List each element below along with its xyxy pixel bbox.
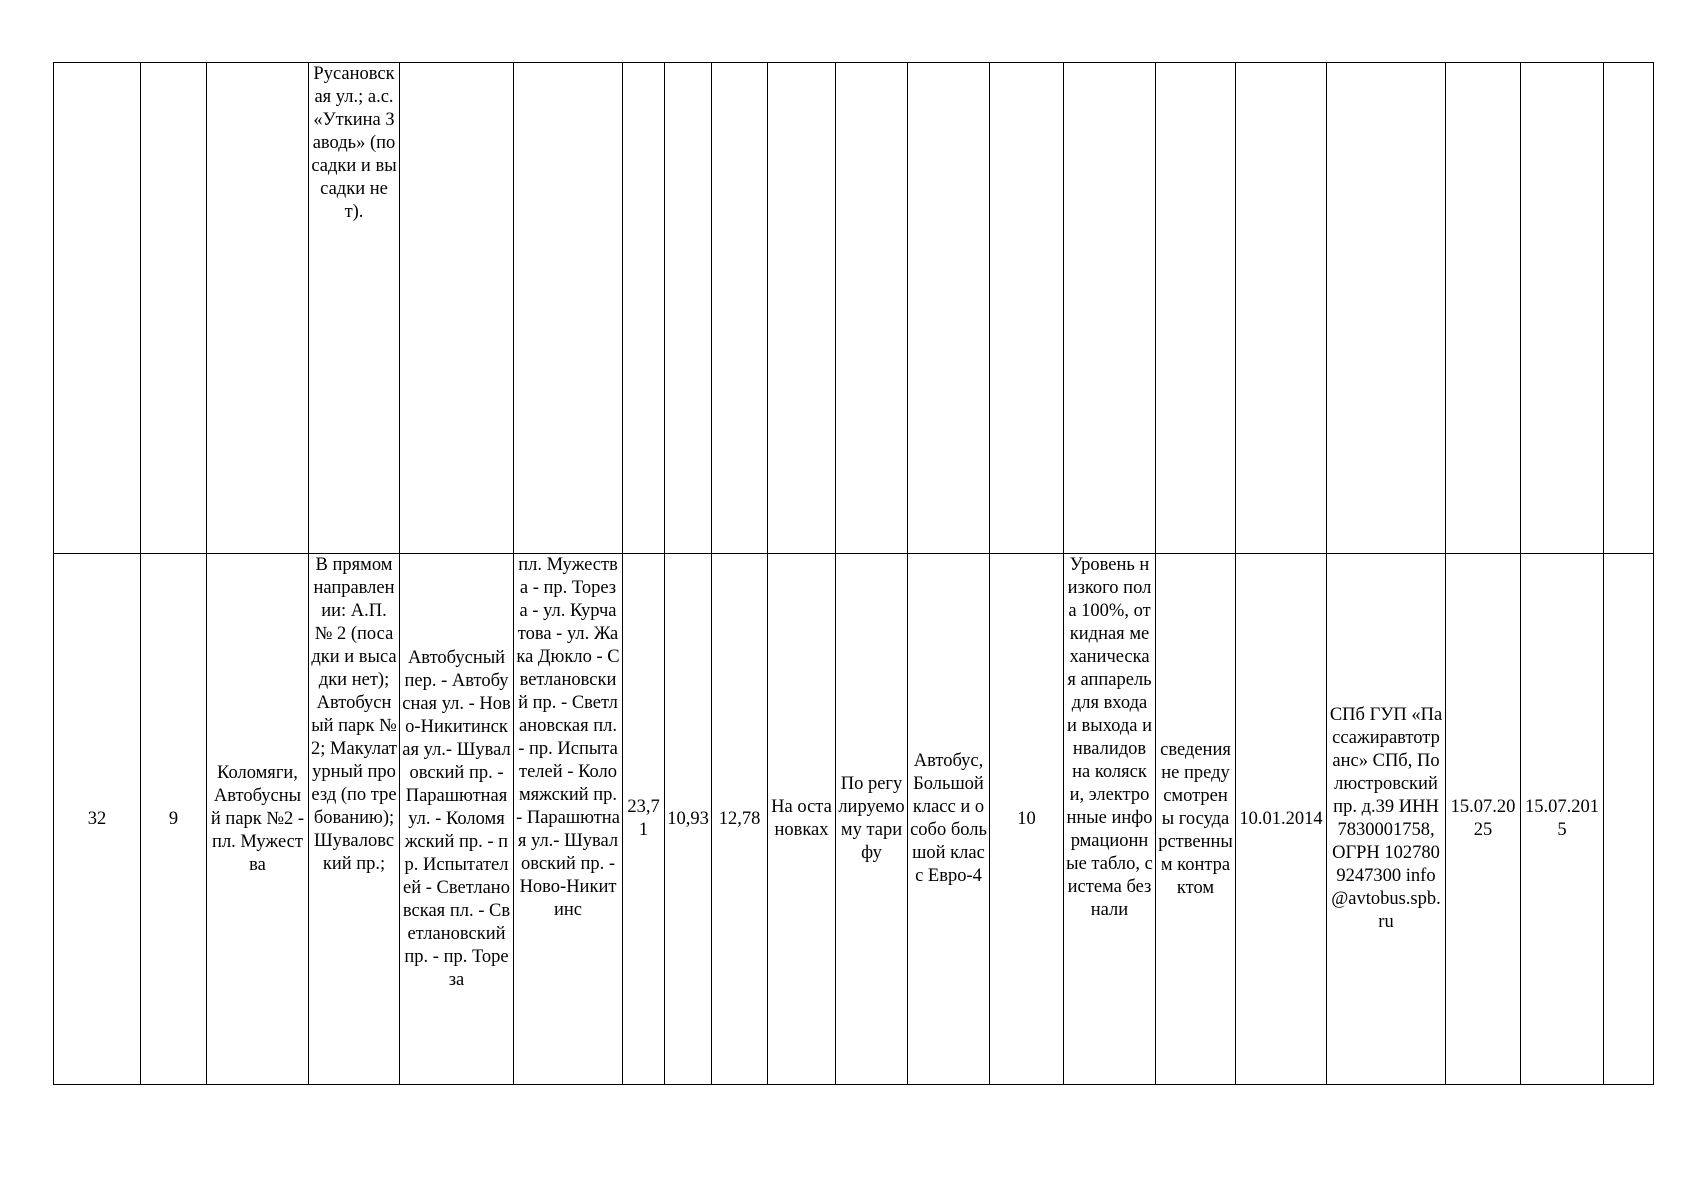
cell-empty	[768, 63, 836, 554]
cell-empty	[514, 63, 623, 554]
cell-empty	[1156, 63, 1236, 554]
cell-empty	[54, 63, 141, 554]
last-cell	[1604, 554, 1654, 1085]
stops-continuation-cell	[309, 63, 400, 554]
streets-forward: Автобусный пер. - Автобусная ул. - Ново-Никитинская ул.- Шуваловский пр. - Парашютная ул. - Коломяжский пр. - пр. Испытателей - Светлановская пл. - Светлановский пр. - пр. Тореза	[402, 647, 511, 990]
cell-empty	[623, 63, 665, 554]
route-name-cell	[207, 554, 309, 1085]
cell-empty	[207, 63, 309, 554]
vehicle-count-cell	[990, 554, 1064, 1085]
cell-empty	[1604, 63, 1654, 554]
date-2-cell	[1446, 554, 1521, 1085]
stops-continuation-text: Русановская ул.; а.с. «Уткина Заводь» (посадки и высадки нет).	[311, 64, 397, 222]
route-row	[54, 554, 1654, 1085]
cell-empty	[400, 63, 514, 554]
stops-list: В прямом направлении: А.П. № 2 (посадки и высадки нет); Автобусный парк № 2; Макулатурный проезд (по требованию); Шуваловский пр.;	[311, 555, 397, 874]
fare-type: По регулируемому тарифу	[838, 774, 905, 863]
cell-empty	[141, 63, 207, 554]
continuation-row	[54, 63, 1654, 554]
streets-reverse: пл. Мужества - пр. Тореза - ул. Курчатова - ул. Жака Дюкло - Светлановский пр. - Светлановская пл. - пр. Испытателей - Коломяжский пр. - Парашютная ул.- Шуваловский пр. - Ново-Никитинс	[516, 555, 620, 920]
date-3: 15.07.2015	[1525, 797, 1599, 840]
length-forward: 23,71	[627, 797, 660, 840]
length-third: 12,78	[718, 808, 761, 829]
route-number-cell	[141, 554, 207, 1085]
contract-info: сведения не предусмотрены государственным контрактом	[1158, 739, 1233, 898]
cell-empty	[1446, 63, 1521, 554]
cell-empty	[990, 63, 1064, 554]
route-number: 9	[168, 808, 179, 829]
date-3-cell	[1521, 554, 1604, 1085]
length-forward-cell	[623, 554, 665, 1085]
length-reverse-cell	[665, 554, 712, 1085]
carrier-info: СПб ГУП «Пассажиравтотранс» СПб, Полюстровский пр. д.39 ИНН 7830001758, ОГРН 1027809247300 info@avtobus.spb.ru	[1329, 705, 1443, 932]
boarding-procedure-cell	[768, 554, 836, 1085]
vehicle-features-cell	[1064, 554, 1156, 1085]
cell-empty	[908, 63, 990, 554]
vehicle-features: Уровень низкого пола 100%, откидная механическая аппарель для входа и выхода инвалидов на коляски, электронные информационные табло, система безнали	[1066, 555, 1153, 920]
date-2: 15.07.2025	[1450, 797, 1516, 840]
start-date: 10.01.2014	[1239, 808, 1323, 829]
contract-info-cell	[1156, 554, 1236, 1085]
fare-type-cell	[836, 554, 908, 1085]
length-reverse: 10,93	[667, 808, 709, 829]
cell-empty	[1236, 63, 1327, 554]
vehicle-type: Автобус, Большой класс и особо большой класс Евро-4	[910, 751, 987, 886]
boarding-procedure: На остановках	[771, 797, 832, 840]
registry-number-cell	[54, 554, 141, 1085]
vehicle-count: 10	[1017, 808, 1036, 829]
stops-cell	[309, 554, 400, 1085]
cell-empty	[836, 63, 908, 554]
cell-empty	[1521, 63, 1604, 554]
cell-empty	[1327, 63, 1446, 554]
route-name: Коломяги, Автобусный парк №2 - пл. Мужества	[210, 762, 305, 875]
registry-number: 32	[87, 808, 107, 829]
cell-empty	[1064, 63, 1156, 554]
carrier-cell	[1327, 554, 1446, 1085]
start-date-cell	[1236, 554, 1327, 1085]
cell-empty	[712, 63, 768, 554]
cell-empty	[665, 63, 712, 554]
length-third-cell	[712, 554, 768, 1085]
streets-reverse-cell	[514, 554, 623, 1085]
route-register-table	[53, 62, 1654, 1085]
vehicle-type-cell	[908, 554, 990, 1085]
streets-forward-cell	[400, 554, 514, 1085]
